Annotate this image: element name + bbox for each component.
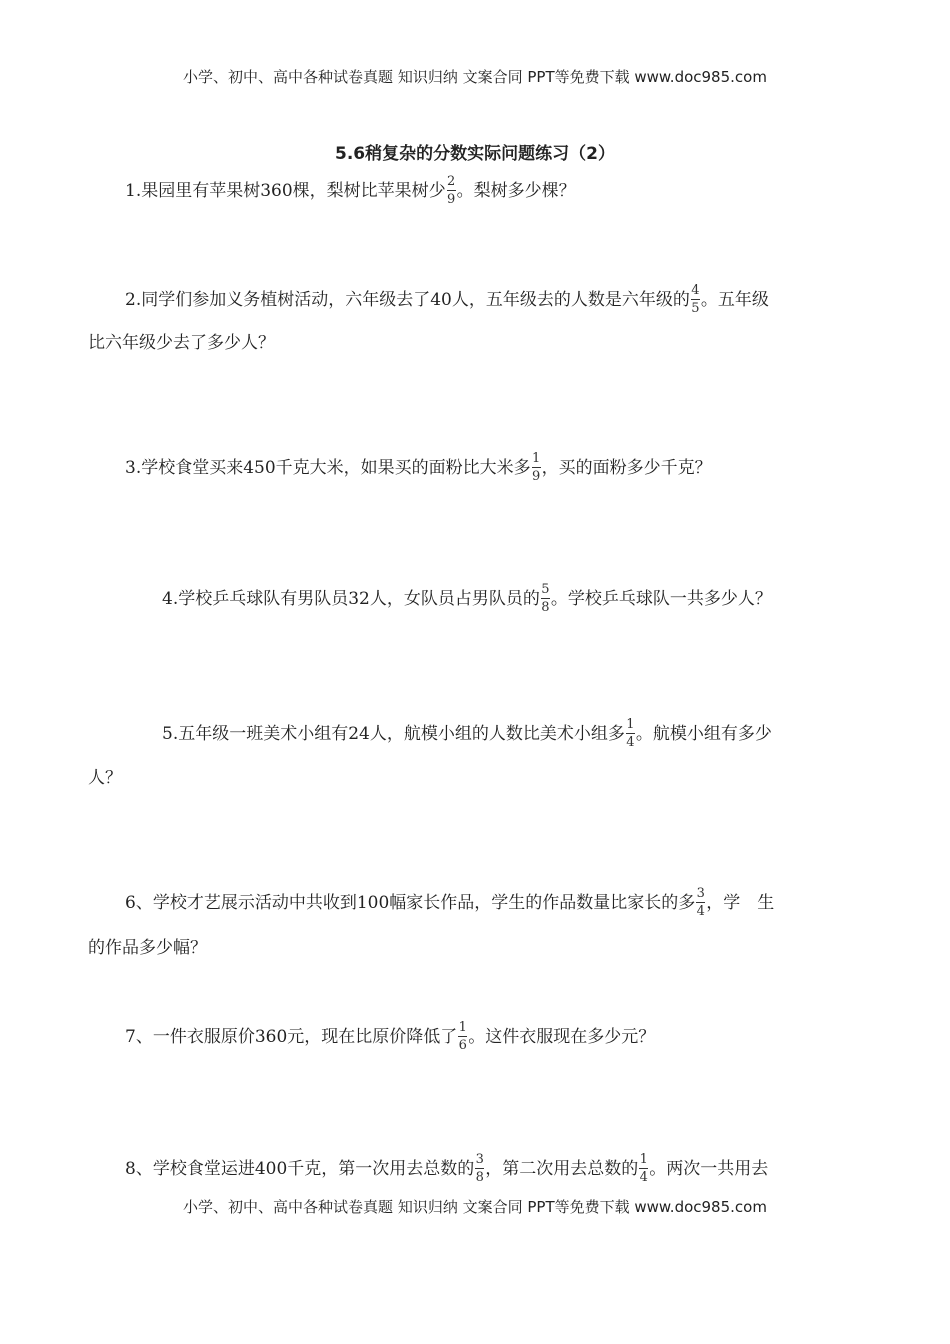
problem-3-fraction: $\frac{1}{9}$ (532, 451, 541, 484)
problem-1-fraction: $\frac{2}{9}$ (447, 174, 456, 207)
problem-8-text: 8、学校食堂运进400千克，第一次用去总数的 (125, 1158, 475, 1179)
problem-7-text: 7、一件衣服原价360元，现在比原价降低了 (125, 1026, 458, 1047)
problem-2-text-end: 。五年级 (700, 289, 769, 310)
problem-8-fraction-2: $\frac{1}{4}$ (639, 1152, 648, 1185)
problem-6-text: 6、学校才艺展示活动中共收到100幅家长作品，学生的作品数量比家长的多 (125, 892, 696, 913)
problem-5 (162, 717, 772, 750)
problem-7 (125, 1020, 655, 1053)
problem-6-text-end: ，学 生 (706, 892, 775, 913)
problem-2-fraction: $\frac{4}{5}$ (691, 283, 700, 316)
problem-8-text-end: 。两次一共用去 (649, 1158, 769, 1179)
problem-8-fraction-1: $\frac{3}{8}$ (475, 1152, 484, 1185)
problem-4-text-end: 。学校乒乓球队一共多少人？ (550, 588, 772, 609)
problem-2-text: 2.同学们参加义务植树活动，六年级去了40人，五年级去的人数是六年级的 (125, 289, 690, 310)
problem-1 (125, 174, 576, 207)
page-header: 小学、初中、高中各种试卷真题 知识归纳 文案合同 PPT等免费下载 www.doc985.com (183, 68, 767, 86)
problem-4 (162, 582, 772, 615)
problem-2 (125, 283, 769, 316)
problem-6-fraction: $\frac{3}{4}$ (696, 886, 705, 919)
problem-3 (125, 451, 712, 484)
problem-7-text-end: 。这件衣服现在多少元？ (468, 1026, 656, 1047)
problem-5-continuation: 人？ (88, 768, 122, 788)
problem-6-continuation: 的作品多少幅？ (88, 938, 207, 958)
problem-4-text: 4.学校乒乓球队有男队员32人，女队员占男队员的 (162, 588, 540, 609)
problem-5-fraction: $\frac{1}{4}$ (626, 717, 635, 750)
problem-1-text: 1.果园里有苹果树360棵，梨树比苹果树少 (125, 180, 446, 201)
page-title: 5.6稍复杂的分数实际问题练习（2） (335, 144, 615, 164)
problem-4-fraction: $\frac{5}{8}$ (541, 582, 550, 615)
problem-7-fraction: $\frac{1}{6}$ (458, 1020, 467, 1053)
problem-3-text: 3.学校食堂买来450千克大米，如果买的面粉比大米多 (125, 457, 531, 478)
problem-8-text-mid: ，第二次用去总数的 (485, 1158, 639, 1179)
problem-8 (125, 1152, 768, 1185)
problem-3-text-end: ，买的面粉多少千克？ (541, 457, 712, 478)
problem-5-text-end: 。航模小组有多少 (635, 723, 772, 744)
page-footer: 小学、初中、高中各种试卷真题 知识归纳 文案合同 PPT等免费下载 www.doc985.com (183, 1198, 767, 1216)
problem-2-continuation: 比六年级少去了多少人？ (88, 333, 275, 353)
problem-5-text: 5.五年级一班美术小组有24人，航模小组的人数比美术小组多 (162, 723, 625, 744)
problem-1-text-end: 。梨树多少棵？ (456, 180, 576, 201)
problem-6 (125, 886, 774, 919)
